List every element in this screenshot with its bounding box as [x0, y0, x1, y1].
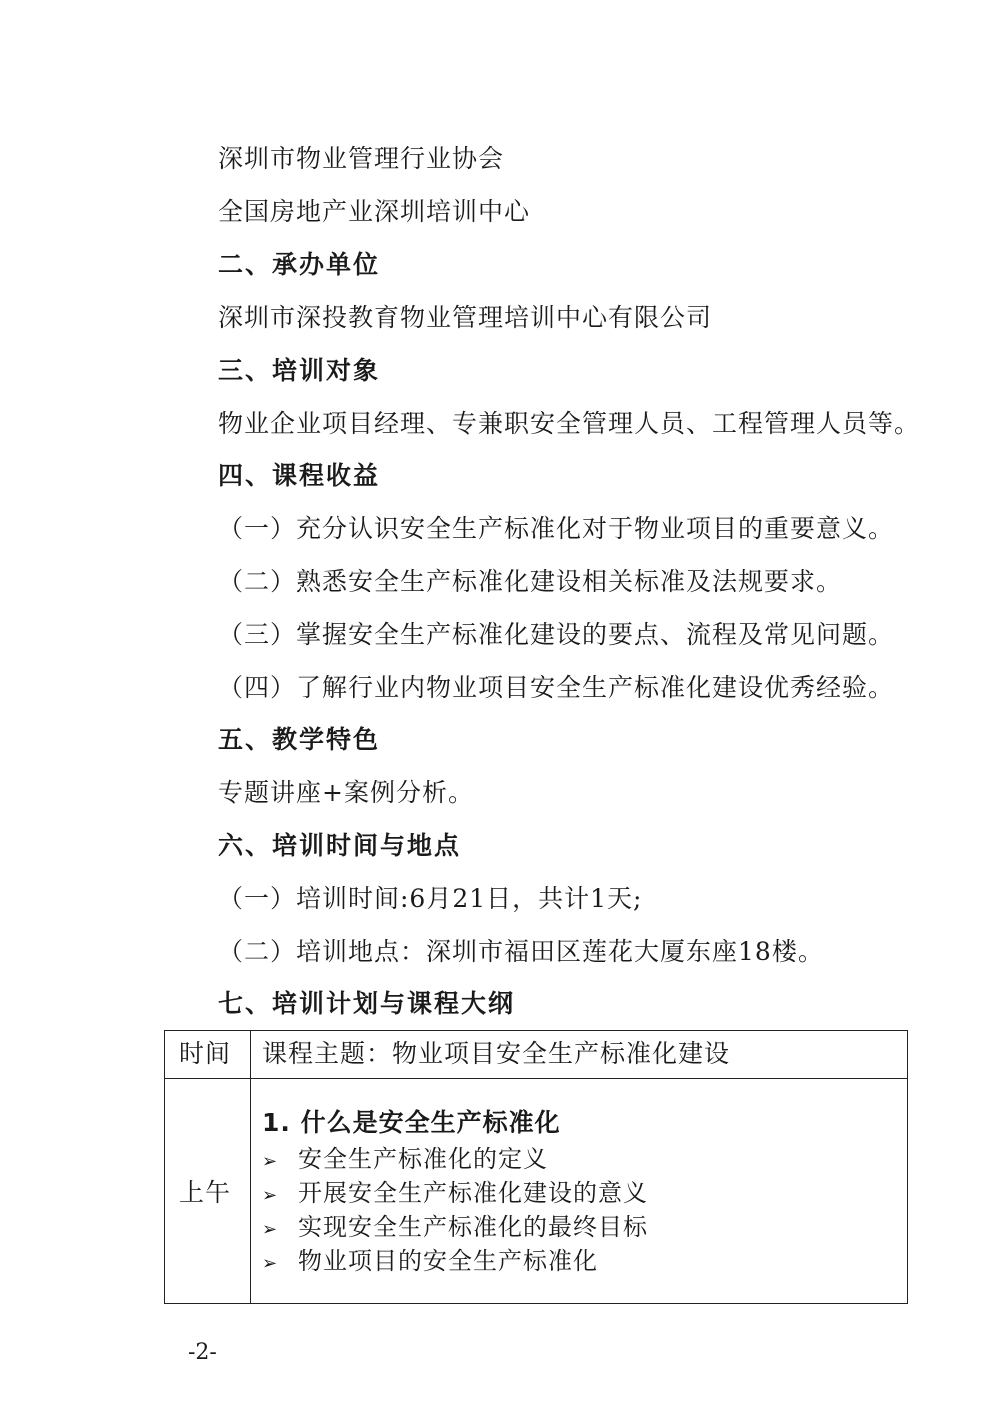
row-time-cell: 上午 — [179, 1178, 232, 1207]
teaching-feature-text: 专题讲座+案例分析。 — [218, 778, 474, 807]
page-number: -2- — [188, 1340, 217, 1365]
organizer-line-2: 全国房地产业深圳培训中心 — [218, 197, 531, 226]
list-item — [262, 1245, 598, 1280]
organizer-line-1: 深圳市物业管理行业协会 — [218, 144, 505, 173]
header-time-cell: 时间 — [179, 1039, 232, 1068]
arrow-bullet-icon: ➢ — [262, 1219, 279, 1240]
section-heading-6: 六、培训时间与地点 — [218, 831, 462, 860]
section-heading-5: 五、教学特色 — [218, 725, 381, 754]
table-column-divider — [250, 1031, 251, 1303]
training-location-text: （二）培训地点：深圳市福田区莲花大厦东座18楼。 — [218, 937, 824, 966]
section-title: 1. 什么是安全生产标准化 — [262, 1108, 561, 1137]
list-item — [262, 1211, 648, 1246]
list-item-text: 安全生产标准化的定义 — [298, 1145, 548, 1173]
benefit-item-1: （一）充分认识安全生产标准化对于物业项目的重要意义。 — [218, 514, 895, 543]
header-topic-cell: 课程主题：物业项目安全生产标准化建设 — [262, 1039, 731, 1068]
section-heading-2: 二、承办单位 — [218, 250, 381, 279]
trainee-text: 物业企业项目经理、专兼职安全管理人员、工程管理人员等。 — [218, 409, 921, 438]
list-item — [262, 1143, 548, 1178]
benefit-item-4: （四）了解行业内物业项目安全生产标准化建设优秀经验。 — [218, 673, 895, 702]
table-header-divider — [165, 1078, 907, 1079]
list-item-text: 物业项目的安全生产标准化 — [298, 1247, 598, 1275]
list-item — [262, 1177, 648, 1212]
section-heading-3: 三、培训对象 — [218, 356, 381, 385]
arrow-bullet-icon: ➢ — [262, 1185, 279, 1206]
training-time-text: （一）培训时间:6月21日，共计1天; — [218, 884, 643, 913]
arrow-bullet-icon: ➢ — [262, 1253, 279, 1274]
section-heading-4: 四、课程收益 — [218, 461, 381, 490]
list-item-text: 开展安全生产标准化建设的意义 — [298, 1179, 648, 1207]
host-unit-text: 深圳市深投教育物业管理培训中心有限公司 — [218, 303, 713, 332]
course-outline-table — [164, 1030, 908, 1304]
benefit-item-2: （二）熟悉安全生产标准化建设相关标准及法规要求。 — [218, 567, 843, 596]
section-heading-7: 七、培训计划与课程大纲 — [218, 989, 516, 1018]
list-item-text: 实现安全生产标准化的最终目标 — [298, 1213, 648, 1241]
arrow-bullet-icon: ➢ — [262, 1151, 279, 1172]
benefit-item-3: （三）掌握安全生产标准化建设的要点、流程及常见问题。 — [218, 620, 895, 649]
